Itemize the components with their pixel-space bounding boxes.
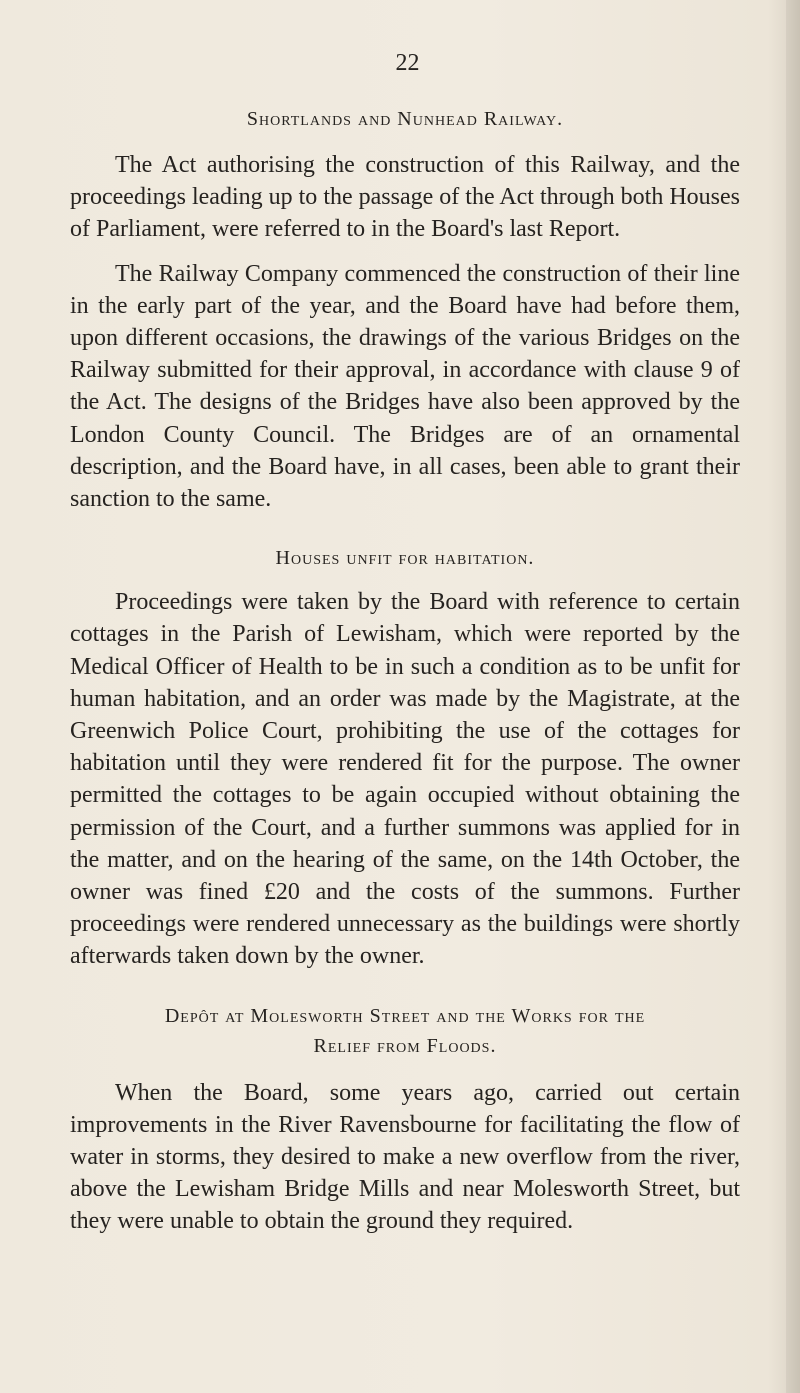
paragraph-depot-overflow: When the Board, some years ago, carried out certain improvements in the River Ravensbourne for facilitating the flow of water in storms, they desired to make a new overflow from the river, above the Lewisham Bridge Mills and near Molesworth Street, but they were unable to obtain the ground they required. (70, 1079, 740, 1235)
page-edge-shadow (786, 0, 800, 1393)
page-content (70, 48, 740, 1250)
section-heading-depot-line1: Depôt at Molesworth Street and the Works for the (164, 1004, 646, 1027)
paragraph-railway-bridges: The Railway Company commenced the construction of their line in the early part of the year, and the Board have had before them, upon different occasions, the drawings of the various Bridges on the Railway submitted for their approval, in accordance with clause 9 of the Act. The designs of the Bridges have also been approved by the London County Council. The Bridges are of an ornamental description, and the Board have, in all cases, been able to grant their sanction to the same. (70, 260, 740, 513)
paragraph-railway-act: The Act authorising the construction of this Railway, and the proceedings leading up to the passage of the Act through both Houses of Parliament, were referred to in the Board's last Report. (70, 152, 740, 243)
section-heading-houses: Houses unfit for habitation. (275, 547, 535, 570)
paragraph-houses-proceedings: Proceedings were taken by the Board with reference to certain cottages in the Parish of Lewisham, which were reported by the Medical Officer of Health to be in such a condition as to be unfit for human habitation, and an order was made by the Magistrate, at the Greenwich Police Court, prohibiting the use of the cottages for habitation until they were rendered fit for the purpose. The owner permitted the cottages to be again occupied without obtaining the permission of the Court, and a further summons was applied for in the matter, and on the hearing of the same, on the 14th October, the owner was fined £20 and the costs of the summons. Further proceedings were rendered unnecessary as the buildings were shortly afterwards taken down by the owner. (70, 589, 740, 970)
section-heading-depot-line2: Relief from Floods. (313, 1034, 497, 1057)
section-heading-depot (70, 1001, 740, 1061)
page-number: 22 (395, 50, 420, 76)
section-heading-railway: Shortlands and Nunhead Railway. (246, 108, 564, 130)
